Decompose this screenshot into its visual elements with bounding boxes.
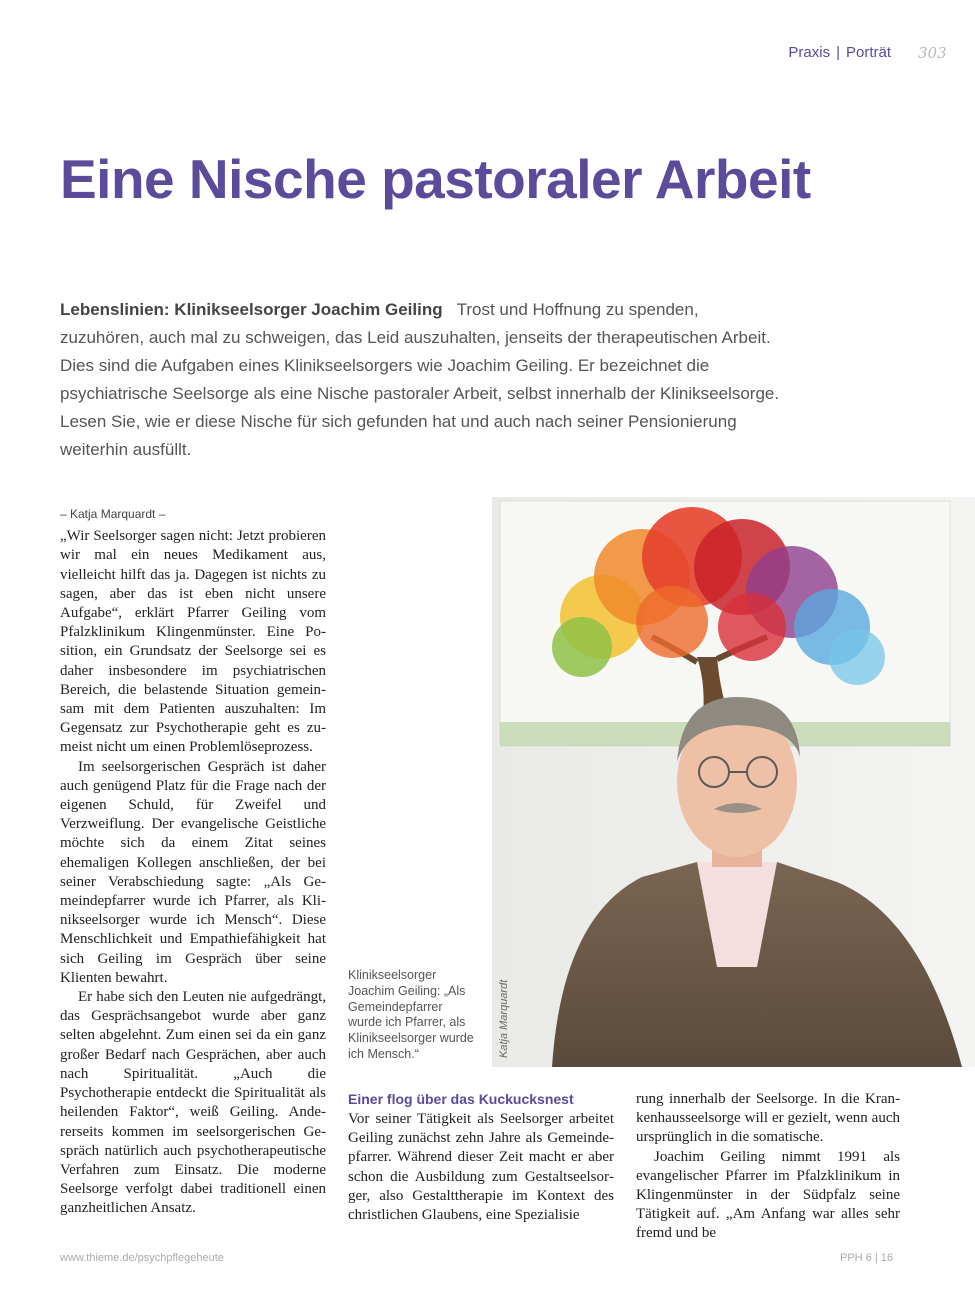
photo-credit-container <box>492 980 514 1064</box>
lead-text: Trost und Hoffnung zu spenden, zuzuhören, auch mal zu schweigen, das Leid auszuhalten, jenseits der therapeutischen Arbeit. Dies sind die Aufgaben eines Klinikseelsorgers wie Joachim Geiling. Er bezeichnet die psychiatrische Seelsorge als eine Nische pastoraler Arbeit, selbst innerhalb der Klinikseelsorge. Lesen Sie, wie er diese Nische für sich gefunden hat und auch nach seiner Pensionierung weiterhin ausfüllt. <box>60 300 780 459</box>
lead-heading: Lebenslinien: Klinikseelsorger Joachim Geiling <box>60 300 443 319</box>
footer-url[interactable]: www.thieme.de/psychpflegeheute <box>60 1252 224 1264</box>
section-label: Praxis <box>788 44 831 61</box>
article-lead <box>60 296 780 464</box>
subheading: Einer flog über das Kuckucksnest <box>348 1091 574 1107</box>
body-column-3 <box>636 1090 900 1244</box>
subsection-label: Porträt <box>845 44 891 61</box>
author-byline: – Katja Marquardt – <box>60 507 166 521</box>
body-column-1 <box>60 505 326 1219</box>
photo-credit: Katja Marquardt <box>498 979 510 1058</box>
paragraph: Joachim Geiling nimmt 1991 als evangelischer Pfarrer im Pfalzklinikum in Klingenmünster in der Südpfalz seine Tätigkeit auf. „Am Anfang war alles sehr fremd und be <box>636 1148 900 1242</box>
paragraph: rung innerhalb der Seelsorge. In die Krankenhausseelsorge will er gezielt, wenn auch ursprünglich in die somatische. <box>636 1091 900 1146</box>
paragraph: Vor seiner Tätigkeit als Seelsorger arbeitet Geiling zunächst zehn Jahre als Gemeindepfarrer. Während dieser Zeit macht er aber schon die Ausbildung zum Gestaltseelsorger, also Gestalttherapie im Kontext des christlichen Glaubens, eine Spezialisie <box>348 1111 614 1224</box>
paragraph: Im seelsorgerischen Gespräch ist daher auch genügend Platz für die Frage nach der eigenen Schuld, für Zweifel und Verzweiflung. Der evangelische Geistliche möchte sich da einem Zitat seines ehemaligen Kollegen anschließen, der bei seiner Verabschiedung sagte: „Als Gemeindepfarrer wurde ich Pfarrer, als Klinikseelsorger wurde ich Mensch“. Diese Menschlichkeit und Empathiefähigkeit hat sich Geiling im Gespräch über seine Klienten bewahrt. <box>60 758 326 986</box>
article-title: Eine Nische pastoraler Arbeit <box>60 148 811 210</box>
running-header <box>788 44 891 61</box>
header-separator: | <box>836 44 840 61</box>
paragraph: Er habe sich den Leuten nie aufgedrängt, das Gesprächsangebot wurde aber ganz selten abgelehnt. Zum einen sei da ein ganz großer Bedarf nach Gesprächen, aber auch nach Spiritualität. „Auch die Psychotherapie entdeckt die Spiritualität als heilenden Faktor“, weiß Geiling. Andererseits kommen im seelsorgerischen Gespräch natürlich auch psychotherapeutische Verfahren zum Einsatz. Die moderne Seelsorge verfolgt dabei traditionell einen ganzheitlichen Ansatz. <box>60 989 326 1217</box>
body-column-2 <box>348 1090 614 1225</box>
photo-caption: Klinikseelsorger Joachim Geiling: „Als Gemeindepfarrer wurde ich Pfarrer, als Klinikseelsorger wurde ich Mensch.“ <box>348 968 474 1061</box>
portrait-photo <box>492 497 975 1067</box>
footer-issue: PPH 6 | 16 <box>840 1252 893 1264</box>
paragraph: „Wir Seelsorger sagen nicht: Jetzt probieren wir mal ein neues Medikament aus, vielleicht hilft das ja. Dagegen ist nichts zu sagen, aber das ist eben nicht unsere Aufgabe“, erklärt Pfarrer Geiling vom Pfalzklinikum Klingenmünster. Eine Position, ein Grundsatz der Seelsorge sei es daher insbesondere im psychiatrischen Bereich, die belastende Situation gemeinsam mit dem Patienten auszuhalten: Im Gegensatz zur Psychotherapie geht es zumeist nicht um einen Problemlöseprozess. <box>60 528 326 756</box>
portrait-photo-illustration <box>492 497 975 1067</box>
page-number: 303 <box>918 44 947 62</box>
